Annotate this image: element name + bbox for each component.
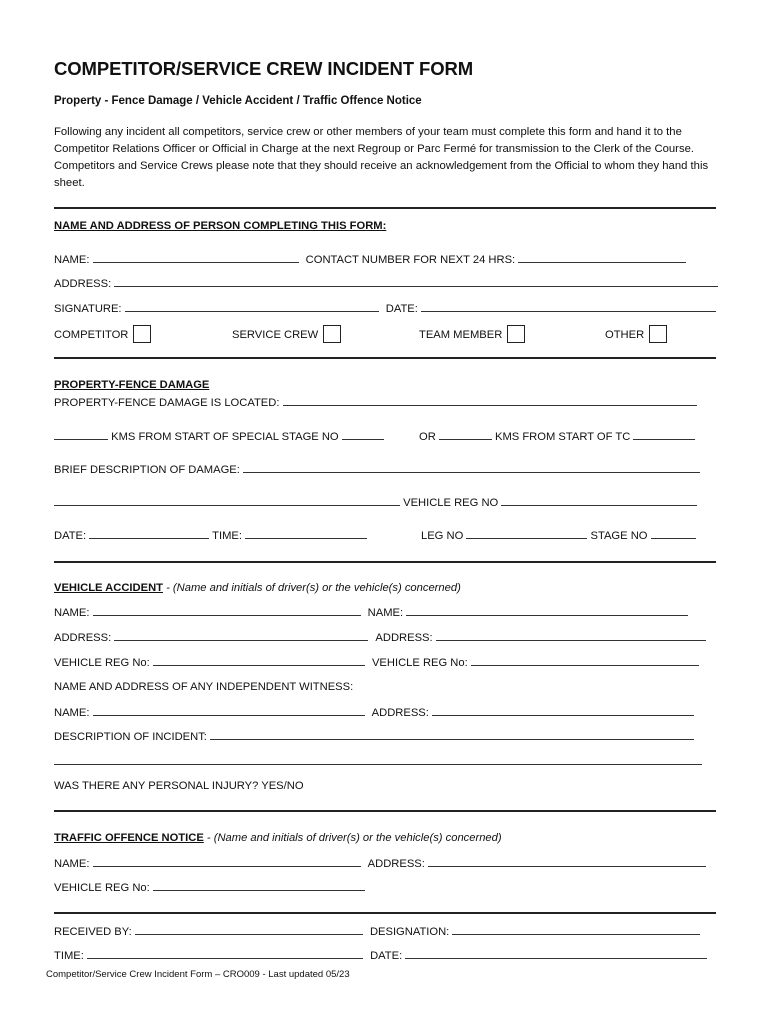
option-team-member (419, 325, 525, 343)
property-leg-group (421, 528, 696, 543)
witness-name-field[interactable] (93, 705, 365, 716)
traffic-reg-row (54, 880, 365, 895)
person-address-label: ADDRESS: (54, 278, 112, 290)
witness-address-label: ADDRESS: (371, 707, 429, 719)
option-competitor (54, 325, 151, 343)
person-signature-label: SIGNATURE: (54, 303, 122, 315)
person-date-label: DATE: (385, 303, 418, 315)
person-name-label: NAME: (54, 254, 90, 266)
team-member-checkbox[interactable] (507, 325, 525, 343)
stage-no-label: STAGE NO (590, 530, 648, 542)
brief-description-label: BRIEF DESCRIPTION OF DAMAGE: (54, 464, 240, 476)
incident-description-continuation-field[interactable] (54, 754, 702, 765)
received-by-label: RECEIVED BY: (54, 926, 132, 938)
vehicle-reg-label-1: VEHICLE REG No: (54, 657, 150, 669)
official-date-label: DATE: (370, 950, 403, 962)
witness-address-field[interactable] (432, 705, 694, 716)
traffic-name-row (54, 856, 706, 871)
divider (54, 207, 716, 209)
traffic-name-label: NAME: (54, 858, 90, 870)
person-contact-field[interactable] (518, 252, 686, 263)
vehicle-reg-row (54, 655, 699, 670)
property-located-label: PROPERTY-FENCE DAMAGE IS LOCATED: (54, 397, 280, 409)
person-section-heading: NAME AND ADDRESS OF PERSON COMPLETING THIS FORM: (54, 220, 387, 232)
traffic-address-label: ADDRESS: (367, 858, 425, 870)
leg-no-field[interactable] (466, 528, 587, 539)
or-label: OR (419, 431, 436, 443)
property-date-row (54, 528, 367, 543)
person-address-field[interactable] (114, 276, 718, 287)
person-contact-label: CONTACT NUMBER FOR NEXT 24 HRS: (305, 254, 516, 266)
stage-number-field[interactable] (342, 429, 384, 440)
traffic-section-heading: TRAFFIC OFFENCE NOTICE (54, 832, 204, 844)
witness-label: NAME AND ADDRESS OF ANY INDEPENDENT WITNESS: (54, 681, 354, 693)
option-service-crew-label: SERVICE CREW (232, 329, 319, 341)
incident-description-label: DESCRIPTION OF INCIDENT: (54, 731, 207, 743)
vehicle-name-row (54, 605, 688, 620)
designation-field[interactable] (452, 924, 700, 935)
traffic-section-heading-row (54, 831, 502, 845)
vehicle-name-field-1[interactable] (93, 605, 361, 616)
option-other (605, 325, 667, 343)
vehicle-address-field-2[interactable] (436, 630, 706, 641)
vehicle-address-row (54, 630, 706, 645)
kms-stage-field[interactable] (54, 429, 108, 440)
vehicle-address-field-1[interactable] (114, 630, 368, 641)
divider (54, 357, 716, 359)
footer-text: Competitor/Service Crew Incident Form – CRO009 - Last updated 05/23 (46, 969, 350, 980)
divider (54, 912, 716, 914)
property-vehicle-reg-field[interactable] (501, 495, 697, 506)
option-competitor-label: COMPETITOR (54, 329, 129, 341)
vehicle-name-label-1: NAME: (54, 607, 90, 619)
designation-label: DESIGNATION: (369, 926, 450, 938)
witness-row (54, 705, 694, 720)
option-service-crew (232, 325, 341, 343)
option-other-label: OTHER (605, 329, 645, 341)
incident-description-field[interactable] (210, 729, 694, 740)
official-time-field[interactable] (87, 948, 363, 959)
stage-no-field[interactable] (651, 528, 696, 539)
vehicle-address-label-1: ADDRESS: (54, 632, 112, 644)
property-kms-tc-group (419, 429, 695, 444)
property-date-field[interactable] (89, 528, 209, 539)
traffic-reg-field[interactable] (153, 880, 365, 891)
property-reg-row (54, 495, 697, 510)
vehicle-section-heading-row (54, 581, 461, 595)
leg-no-label: LEG NO (421, 530, 464, 542)
vehicle-section-note: - (Name and initials of driver(s) or the vehicle(s) concerned) (162, 582, 461, 594)
property-located-field[interactable] (283, 395, 697, 406)
vehicle-section-heading: VEHICLE ACCIDENT (54, 582, 163, 594)
damage-description-continuation-field[interactable] (54, 495, 400, 506)
kms-stage-label: KMS FROM START OF SPECIAL STAGE NO (111, 431, 339, 443)
property-time-field[interactable] (245, 528, 367, 539)
person-address-row (54, 276, 718, 291)
divider (54, 810, 716, 812)
incident-description-continuation-row (54, 754, 702, 769)
vehicle-reg-label-2: VEHICLE REG No: (371, 657, 468, 669)
property-date-label: DATE: (54, 530, 87, 542)
vehicle-reg-field-2[interactable] (471, 655, 699, 666)
intro-paragraph: Following any incident all competitors, service crew or other members of your team must complete this form and hand it to the Competitor Relations Officer or Official in Charge at the next Regroup or Parc Fermé for transmission to the Clerk of the Course. Competitors and Service Crews please note that they should receive an acknowledgement from the Official to whom they hand this sheet. (54, 126, 709, 189)
service-crew-checkbox[interactable] (323, 325, 341, 343)
other-checkbox[interactable] (649, 325, 667, 343)
traffic-reg-label: VEHICLE REG No: (54, 882, 150, 894)
kms-tc-label: KMS FROM START OF TC (495, 431, 631, 443)
received-by-field[interactable] (135, 924, 363, 935)
tc-number-field[interactable] (633, 429, 695, 440)
property-located-row (54, 395, 697, 410)
witness-name-label: NAME: (54, 707, 90, 719)
traffic-address-field[interactable] (428, 856, 706, 867)
vehicle-name-label-2: NAME: (367, 607, 404, 619)
official-date-field[interactable] (405, 948, 707, 959)
brief-description-field[interactable] (243, 462, 700, 473)
property-section-heading: PROPERTY-FENCE DAMAGE (54, 379, 210, 391)
received-row (54, 924, 700, 939)
official-time-label: TIME: (54, 950, 84, 962)
personal-injury-question: WAS THERE ANY PERSONAL INJURY? YES/NO (54, 780, 304, 792)
property-kms-row (54, 429, 384, 444)
official-time-row (54, 948, 707, 963)
property-time-label: TIME: (212, 530, 242, 542)
property-vehicle-reg-label: VEHICLE REG NO (403, 497, 499, 509)
competitor-checkbox[interactable] (133, 325, 151, 343)
person-signature-row (54, 301, 716, 316)
person-signature-field[interactable] (125, 301, 379, 312)
kms-tc-field[interactable] (439, 429, 492, 440)
property-brief-row (54, 462, 700, 477)
person-date-field[interactable] (421, 301, 716, 312)
person-name-field[interactable] (93, 252, 299, 263)
option-team-member-label: TEAM MEMBER (419, 329, 503, 341)
vehicle-reg-field-1[interactable] (153, 655, 365, 666)
vehicle-name-field-2[interactable] (406, 605, 688, 616)
vehicle-address-label-2: ADDRESS: (375, 632, 433, 644)
divider (54, 561, 716, 563)
person-name-row (54, 252, 686, 267)
incident-description-row (54, 729, 694, 744)
page-title: COMPETITOR/SERVICE CREW INCIDENT FORM (54, 58, 474, 79)
page-subtitle: Property - Fence Damage / Vehicle Accident / Traffic Offence Notice (54, 95, 422, 107)
traffic-name-field[interactable] (93, 856, 361, 867)
traffic-section-note: - (Name and initials of driver(s) or the vehicle(s) concerned) (203, 832, 502, 844)
